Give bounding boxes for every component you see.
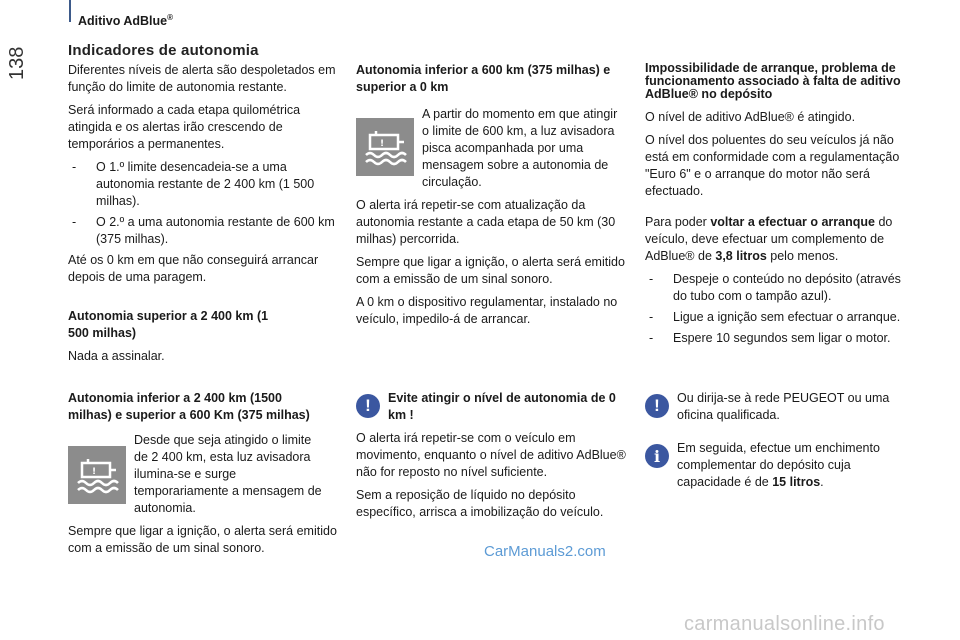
sub2-text-1: Desde que seja atingido o limite de 2 400 km, esta luz avisadora ilumina-se e surge temporariamente a mensagem de autonomia. [134,433,322,515]
list-item: - O 1.º limite desencadeia-se a uma autonomia restante de 2 400 km (1 500 milhas). [72,160,315,208]
sub1-title: Autonomia superior a 2 400 km (1 500 milhas) [68,309,269,340]
col2-text-2: O alerta irá repetir-se com atualização da autonomia restante a cada etapa de 50 km (30 milhas) percorrida. [356,198,616,246]
sub1-text: Nada a assinalar. [68,349,165,363]
column-2-warning [356,390,631,527]
column-1 [68,62,343,371]
exclamation-icon: ! [356,394,380,418]
col3-info-text: Em seguida, efectue um enchimento complementar do depósito cuja capacidade é de 15 litros. [677,441,880,489]
warn-title: Evite atingir o nível de autonomia de 0 km ! [388,391,616,422]
warn-text-1: O alerta irá repetir-se com o veículo em movimento, enquanto o nível de aditivo AdBlue® não for reposto no nível suficiente. [356,431,626,479]
watermark-bottom: carmanualsonline.info [684,613,885,635]
column-3-notice [645,390,915,497]
col3-text-3: Para poder voltar a efectuar o arranque do veículo, deve efectuar um complemento de AdBlue® de 3,8 litros pelo menos. [645,215,893,263]
column-2 [356,62,631,334]
list-item: - Despeje o conteúdo no depósito (através do tubo com o tampão azul). [649,272,901,303]
intro-paragraph-1: Diferentes níveis de alerta são despoletados em função do limite de autonomia restante. [68,63,336,94]
intro-paragraph-3: Até os 0 km em que não conseguirá arrancar depois de uma paragem. [68,253,319,284]
header-title: Aditivo AdBlue® [78,13,174,29]
sub2-title: Autonomia inferior a 2 400 km (1500 milhas) e superior a 600 Km (375 milhas) [68,391,310,422]
svg-text:!: ! [380,139,385,149]
list-item: - Ligue a ignição sem efectuar o arranque. [649,310,901,324]
watermark-link[interactable]: CarManuals2.com [484,543,606,560]
warn-text-2: Sem a reposição de líquido no depósito específico, arrisca a imobilização do veículo. [356,488,604,519]
col3-sub-title: Impossibilidade de arranque, problema de funcionamento associado à falta de aditivo AdBlue® no depósito [645,61,901,101]
info-icon: i [645,444,669,468]
section-title: Indicadores de autonomia [68,42,259,59]
column-1-lower [68,390,337,563]
intro-paragraph-2: Será informado a cada etapa quilométrica atingida e os alertas irão crescendo de temporários a permanentes. [68,103,301,151]
page-number: 138 [6,46,28,80]
adblue-warning-light-icon [68,446,126,504]
header-accent-line [69,0,71,22]
adblue-warning-light-icon [356,118,414,176]
col3-text-2: O nível dos poluentes do seu veículos já não está em conformidade com a regulamentação "Euro 6" e o arranque do motor não será efectuado. [645,133,900,198]
list-item: - Espere 10 segundos sem ligar o motor. [649,331,891,345]
col3-warn-text: Ou dirija-se à rede PEUGEOT ou uma oficina qualificada. [677,391,890,422]
svg-text:!: ! [92,467,97,477]
col2-sub-title: Autonomia inferior a 600 km (375 milhas) e superior a 0 km [356,63,611,94]
col2-text-4: A 0 km o dispositivo regulamentar, instalado no veículo, impedilo-á de arrancar. [356,295,618,326]
col3-text-1: O nível de aditivo AdBlue® é atingido. [645,110,856,124]
col2-text-1: A partir do momento em que atingir o limite de 600 km, a luz avisadora pisca acompanhada por uma mensagem sobre a autonomia de circulação. [422,107,618,189]
col2-text-3: Sempre que ligar a ignição, o alerta será emitido com a emissão de um sinal sonoro. [356,255,625,286]
sub2-text-2: Sempre que ligar a ignição, o alerta será emitido com a emissão de um sinal sonoro. [68,524,337,555]
list-item: - O 2.º a uma autonomia restante de 600 km (375 milhas). [72,215,335,246]
column-3 [645,62,915,351]
page-number-box [6,40,34,80]
exclamation-icon: ! [645,394,669,418]
